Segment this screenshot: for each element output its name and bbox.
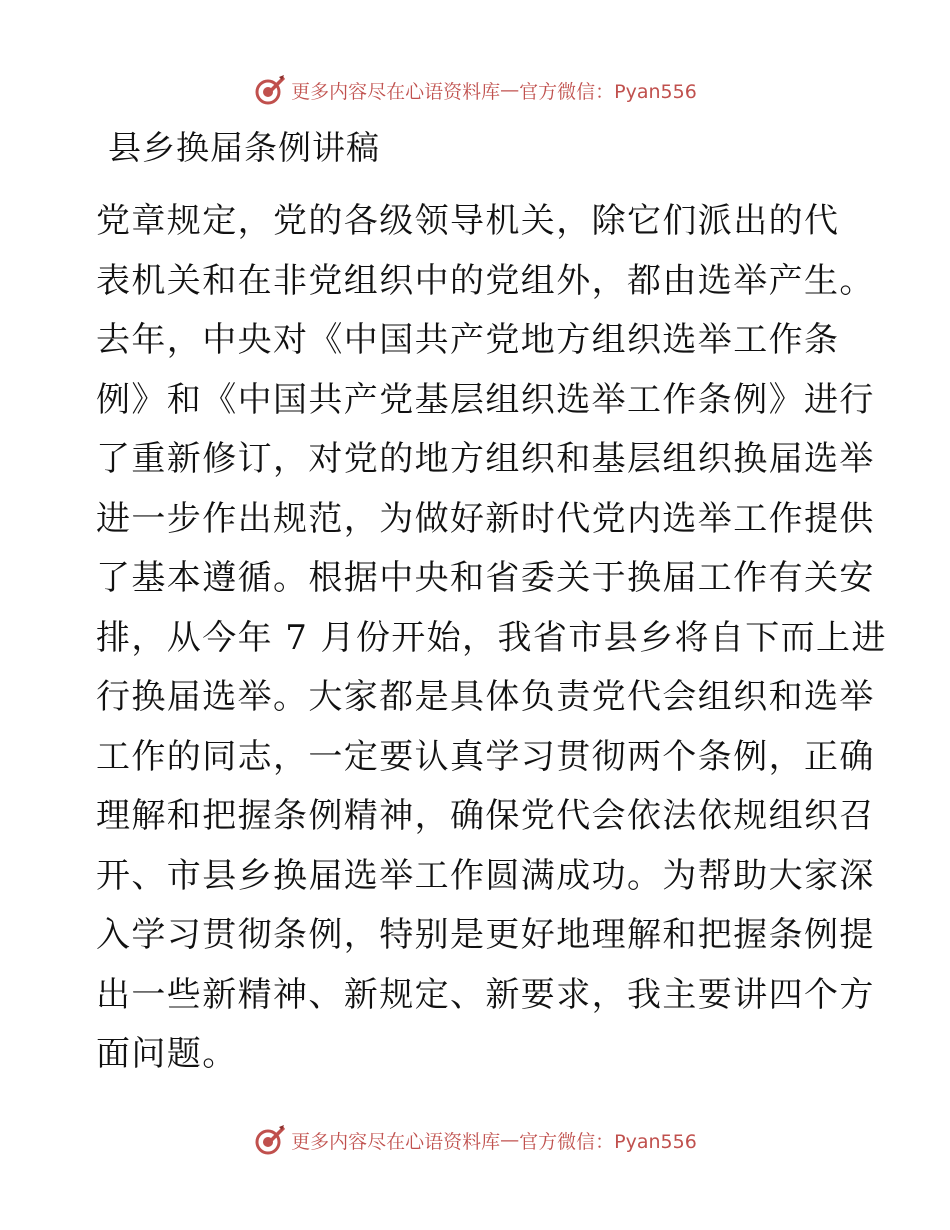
header-watermark [0, 70, 950, 110]
body-line: 去年，中央对《中国共产党地方组织选举工作条 [96, 320, 840, 360]
body-line: 表机关和在非党组织中的党组外，都由选举产生。 [96, 260, 875, 301]
document-body [96, 192, 887, 1085]
watermark-wechat: 官方微信：Pyan556 [519, 80, 697, 103]
body-line: 面问题。 [96, 1034, 238, 1074]
body-line: 工作的同志，一定要认真学习贯彻两个条例，正确 [96, 736, 875, 777]
footer-watermark [0, 1120, 950, 1160]
quill-logo-icon [253, 73, 287, 107]
body-line: 出一些新精神、新规定、新要求，我主要讲四个方 [96, 974, 875, 1015]
body-line: 排，从今年 7 月份开始，我省市县乡将自下而上进 [96, 617, 887, 658]
document-title: 县乡换届条例讲稿 [108, 128, 380, 167]
body-line: 例》和《中国共产党基层组织选举工作条例》进行 [96, 379, 875, 420]
body-line: 进一步作出规范，为做好新时代党内选举工作提供 [96, 498, 875, 539]
watermark-brand: 更多内容尽在心语资料库 [291, 1130, 501, 1153]
watermark-brand: 更多内容尽在心语资料库 [291, 80, 501, 103]
body-line: 入学习贯彻条例，特别是更好地理解和把握条例提 [96, 915, 875, 955]
body-line: 了重新修订，对党的地方组织和基层组织换届选举 [96, 439, 875, 479]
body-line: 行换届选举。大家都是具体负责党代会组织和选举 [96, 677, 875, 717]
body-line: 党章规定，党的各级领导机关，除它们派出的代 [96, 201, 840, 241]
quill-logo-icon [253, 1123, 287, 1157]
body-line: 理解和把握条例精神，确保党代会依法依规组织召 [96, 796, 875, 836]
watermark-separator: — [500, 79, 520, 101]
body-line: 开、市县乡换届选举工作圆满成功。为帮助大家深 [96, 855, 875, 896]
watermark-separator: — [500, 1129, 520, 1151]
watermark-wechat: 官方微信：Pyan556 [519, 1130, 697, 1153]
body-line: 了基本遵循。根据中央和省委关于换届工作有关安 [96, 558, 875, 598]
